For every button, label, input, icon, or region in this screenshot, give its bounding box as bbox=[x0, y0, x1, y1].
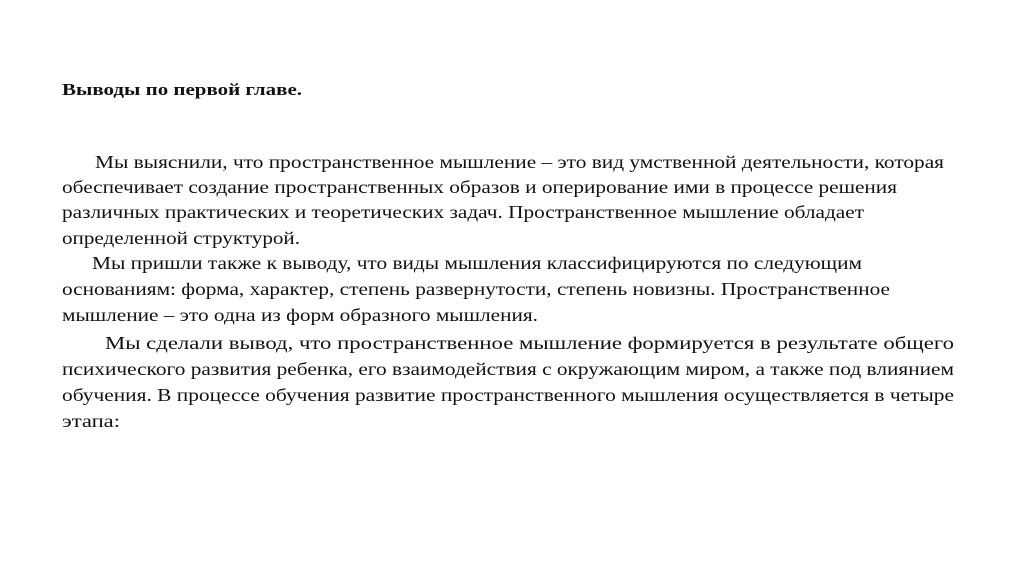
paragraph-1-line: Мы выяснили, что пространственное мышление – это вид умственной деятельности, которая bbox=[95, 152, 944, 172]
paragraph-3-line: Мы сделали вывод, что пространственное мышление формируется в результате общего bbox=[105, 333, 954, 353]
paragraph-3-line: этапа: bbox=[62, 411, 120, 431]
paragraph-2-line: мышление – это одна из форм образного мышления. bbox=[62, 305, 538, 325]
slide-title: Выводы по первой главе. bbox=[62, 80, 302, 99]
paragraph-1-line: обеспечивает создание пространственных образов и оперирование ими в процессе решения bbox=[62, 177, 897, 197]
paragraph-3-line: психического развития ребенка, его взаимодействия с окружающим миром, а также под влиянием bbox=[62, 359, 955, 379]
paragraph-3-line: обучения. В процессе обучения развитие пространственного мышления осуществляется в четыре bbox=[62, 385, 954, 405]
paragraph-2-line: Мы пришли также к выводу, что виды мышления классифицируются по следующим bbox=[92, 253, 863, 273]
paragraph-2-line: основаниям: форма, характер, степень развернутости, степень новизны. Пространственное bbox=[62, 279, 890, 299]
paragraph-1-line: различных практических и теоретических задач. Пространственное мышление обладает bbox=[62, 202, 864, 222]
paragraph-1-line: определенной структурой. bbox=[62, 228, 300, 248]
